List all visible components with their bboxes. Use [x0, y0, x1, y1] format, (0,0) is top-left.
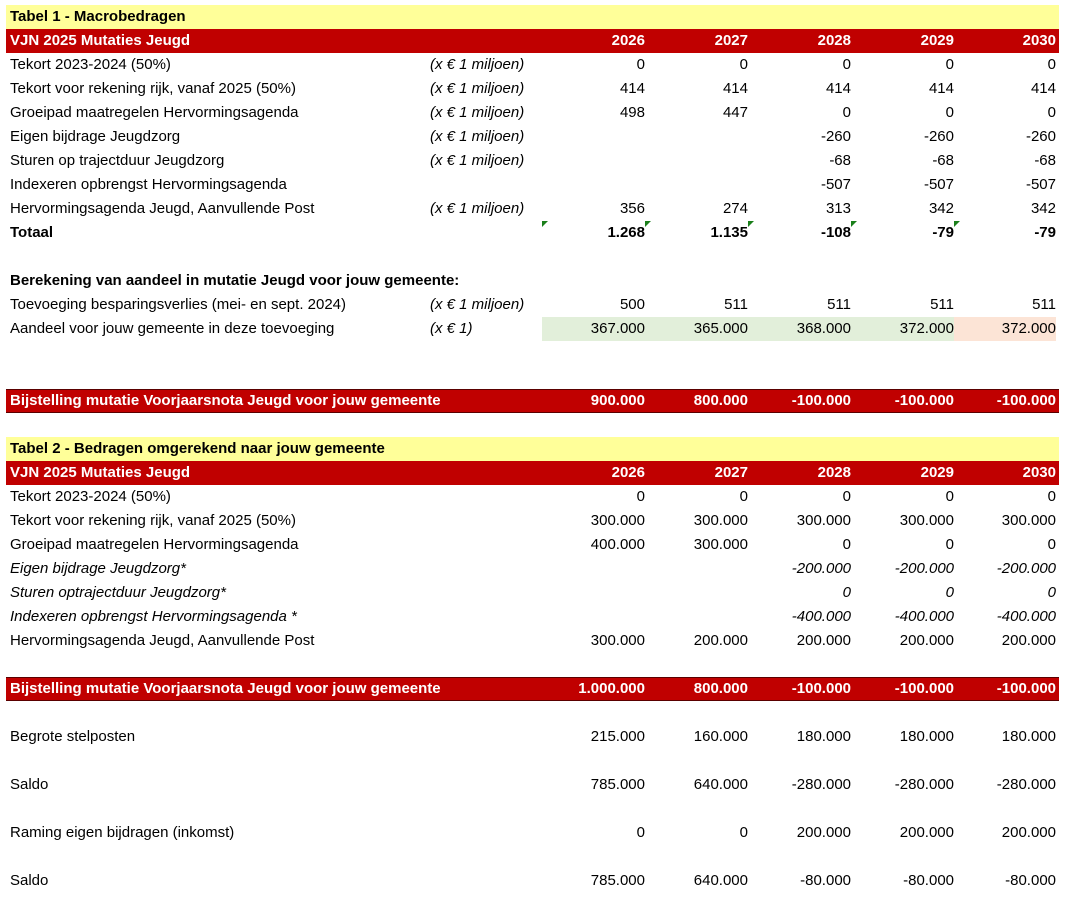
total-2030: -79: [1034, 224, 1056, 241]
cell-2027: 160.000: [693, 728, 748, 745]
table1-row[interactable]: [6, 173, 1059, 197]
adjustment-2030: -100.000: [996, 392, 1056, 409]
total-label: Totaal: [10, 224, 54, 241]
cell-2029: 0: [945, 104, 954, 121]
cell-2030: 0: [1047, 56, 1056, 73]
cell-2027: 300.000: [693, 512, 748, 529]
cell-2028: 0: [842, 488, 851, 505]
table2-header-label: VJN 2025 Mutaties Jeugd: [10, 464, 191, 481]
adjustment-2026: 1.000.000: [578, 680, 645, 697]
empty-row[interactable]: [6, 797, 1059, 821]
cell-2027: 0: [739, 488, 748, 505]
cell-2026: 300.000: [590, 512, 645, 529]
cell-2029: -507: [923, 176, 954, 193]
cell-2026: 367.000: [542, 317, 645, 341]
cell-2027: 274: [722, 200, 748, 217]
cell-2027: 447: [722, 104, 748, 121]
cell-2026: [542, 173, 645, 197]
row-label: Hervormingsagenda Jeugd, Aanvullende Post: [10, 632, 315, 649]
cell-2028: 180.000: [796, 728, 851, 745]
cell-2026: 0: [636, 488, 645, 505]
cell-2029: 414: [928, 80, 954, 97]
table1-title-row[interactable]: [6, 5, 1059, 29]
row-unit: (x € 1): [430, 320, 473, 337]
adjustment-2028: -100.000: [791, 680, 851, 697]
cell-2026: 300.000: [590, 632, 645, 649]
cell-2028: 0: [842, 536, 851, 553]
cell-2027: 414: [722, 80, 748, 97]
adjustment-label: Bijstelling mutatie Voorjaarsnota Jeugd voor jouw gemeente: [10, 392, 441, 409]
row-label: Eigen bijdrage Jeugdzorg: [10, 128, 181, 145]
empty-row[interactable]: [6, 749, 1059, 773]
cell-2030: 300.000: [1001, 512, 1056, 529]
table1-year-2029: 2029: [920, 32, 954, 49]
table1-row[interactable]: [6, 125, 1059, 149]
empty-row[interactable]: [6, 845, 1059, 869]
total-2026: 1.268: [607, 224, 645, 241]
row-label: Groeipad maatregelen Hervormingsagenda: [10, 536, 299, 553]
cell-2027: [645, 581, 748, 605]
adjustment-2026: 900.000: [590, 392, 645, 409]
cell-2028: -400.000: [791, 608, 851, 625]
row-unit: (x € 1 miljoen): [430, 80, 525, 97]
row-label: Tekort voor rekening rijk, vanaf 2025 (50%): [10, 80, 296, 97]
row-label: Saldo: [10, 872, 49, 889]
cell-2030: -280.000: [996, 776, 1056, 793]
cell-2026: [542, 581, 645, 605]
cell-2028: -260: [820, 128, 851, 145]
cell-2028: 414: [825, 80, 851, 97]
row-label: Saldo: [10, 776, 49, 793]
empty-row[interactable]: [6, 653, 1059, 677]
adjustment-2028: -100.000: [791, 392, 851, 409]
table1-header-row[interactable]: [6, 29, 1059, 53]
table2-row[interactable]: [6, 581, 1059, 605]
row-label: Begrote stelposten: [10, 728, 136, 745]
cell-2030: 372.000: [954, 317, 1056, 341]
empty-row[interactable]: [6, 341, 1059, 365]
row-unit: (x € 1 miljoen): [430, 128, 525, 145]
cell-2030: 0: [1047, 104, 1056, 121]
cell-2028: 0: [842, 584, 851, 601]
cell-2030: -68: [1034, 152, 1056, 169]
table2-title-row[interactable]: [6, 437, 1059, 461]
cell-2027: 640.000: [693, 872, 748, 889]
row-label: Hervormingsagenda Jeugd, Aanvullende Post: [10, 200, 315, 217]
table1-row[interactable]: [6, 197, 1059, 221]
cell-2026: [542, 605, 645, 629]
cell-2030: 200.000: [1001, 824, 1056, 841]
cell-2030: -400.000: [996, 608, 1056, 625]
table1-year-2026: 2026: [611, 32, 645, 49]
table1-row[interactable]: [6, 149, 1059, 173]
cell-2029: 300.000: [899, 512, 954, 529]
cell-2030: -200.000: [996, 560, 1056, 577]
table1-title: Tabel 1 - Macrobedragen: [10, 8, 186, 25]
row-label: Sturen optrajectduur Jeugdzorg*: [10, 584, 226, 601]
row-label: Raming eigen bijdragen (inkomst): [10, 824, 235, 841]
row-label: Groeipad maatregelen Hervormingsagenda: [10, 104, 299, 121]
cell-2029: -400.000: [894, 608, 954, 625]
cell-2027: 511: [724, 296, 748, 313]
cell-2026: [542, 125, 645, 149]
cell-2030: 0: [1047, 536, 1056, 553]
table2-header-row[interactable]: [6, 461, 1059, 485]
cell-2029: -80.000: [903, 872, 954, 889]
cell-2030: -80.000: [1005, 872, 1056, 889]
adjustment-2030: -100.000: [996, 680, 1056, 697]
cell-2029: 200.000: [899, 632, 954, 649]
adjustment-label: Bijstelling mutatie Voorjaarsnota Jeugd voor jouw gemeente: [10, 680, 441, 697]
total-2027: 1.135: [710, 224, 748, 241]
table2-adjustment-row[interactable]: [6, 677, 1059, 701]
cell-2029: 0: [945, 536, 954, 553]
adjustment-2027: 800.000: [693, 680, 748, 697]
calc-heading-row[interactable]: [6, 269, 1059, 293]
cell-2028: -507: [820, 176, 851, 193]
begrote-stelposten-row[interactable]: [6, 725, 1059, 749]
row-label: Aandeel voor jouw gemeente in deze toevoeging: [10, 320, 335, 337]
table1-total-row[interactable]: [6, 221, 1059, 245]
cell-2027: [645, 149, 748, 173]
table2-year-2028: 2028: [817, 464, 851, 481]
cell-2028: 313: [825, 200, 851, 217]
cell-2027: 365.000: [645, 317, 748, 341]
adjustment-2029: -100.000: [894, 392, 954, 409]
saldo-row[interactable]: [6, 869, 1059, 893]
table1-header-label: VJN 2025 Mutaties Jeugd: [10, 32, 191, 49]
cell-2030: 200.000: [1001, 632, 1056, 649]
cell-2029: 0: [945, 488, 954, 505]
cell-2026: 0: [636, 56, 645, 73]
row-label: Sturen op trajectduur Jeugdzorg: [10, 152, 225, 169]
table1-row[interactable]: [6, 101, 1059, 125]
cell-2026: 0: [636, 824, 645, 841]
cell-2029: 200.000: [899, 824, 954, 841]
row-unit: (x € 1 miljoen): [430, 104, 525, 121]
spreadsheet: [6, 5, 1059, 893]
cell-2028: -280.000: [791, 776, 851, 793]
cell-2026: 400.000: [590, 536, 645, 553]
cell-2026: 498: [619, 104, 645, 121]
empty-row[interactable]: [6, 701, 1059, 725]
row-label: Tekort 2023-2024 (50%): [10, 488, 171, 505]
cell-2026: 414: [619, 80, 645, 97]
row-label: Toevoeging besparingsverlies (mei- en sept. 2024): [10, 296, 347, 313]
cell-2026: [542, 557, 645, 581]
table2-row[interactable]: [6, 485, 1059, 509]
cell-2027: 0: [739, 824, 748, 841]
cell-2029: -68: [932, 152, 954, 169]
total-2029: -79: [932, 224, 954, 241]
cell-2029: -200.000: [894, 560, 954, 577]
raming-row[interactable]: [6, 821, 1059, 845]
cell-2027: [645, 173, 748, 197]
cell-2030: 342: [1030, 200, 1056, 217]
row-label: Indexeren opbrengst Hervormingsagenda *: [10, 608, 297, 625]
row-label: Tekort voor rekening rijk, vanaf 2025 (50%): [10, 512, 296, 529]
table2-row[interactable]: [6, 533, 1059, 557]
cell-2028: 200.000: [796, 632, 851, 649]
row-label: Eigen bijdrage Jeugdzorg*: [10, 560, 186, 577]
row-unit: (x € 1 miljoen): [430, 56, 525, 73]
cell-2029: 0: [945, 56, 954, 73]
cell-2030: 511: [1032, 296, 1056, 313]
table1-row[interactable]: [6, 53, 1059, 77]
empty-row[interactable]: [6, 245, 1059, 269]
table1-adjustment-row[interactable]: [6, 389, 1059, 413]
calc-row[interactable]: [6, 293, 1059, 317]
cell-2028: 200.000: [796, 824, 851, 841]
cell-2030: 0: [1047, 584, 1056, 601]
cell-2027: [645, 125, 748, 149]
cell-2026: 785.000: [590, 776, 645, 793]
cell-2029: -280.000: [894, 776, 954, 793]
cell-2026: 500: [619, 296, 645, 313]
cell-2027: 640.000: [693, 776, 748, 793]
cell-2028: -68: [829, 152, 851, 169]
row-label: Indexeren opbrengst Hervormingsagenda: [10, 176, 287, 193]
table2-row[interactable]: [6, 629, 1059, 653]
adjustment-2027: 800.000: [693, 392, 748, 409]
table1-year-2027: 2027: [714, 32, 748, 49]
cell-2027: [645, 605, 748, 629]
cell-2029: 180.000: [899, 728, 954, 745]
cell-2026: 356: [619, 200, 645, 217]
table2-year-2027: 2027: [714, 464, 748, 481]
cell-2030: 180.000: [1001, 728, 1056, 745]
cell-2027: [645, 557, 748, 581]
table2-row[interactable]: [6, 605, 1059, 629]
cell-2028: -200.000: [791, 560, 851, 577]
cell-2029: -260: [923, 128, 954, 145]
cell-2030: 414: [1030, 80, 1056, 97]
cell-2028: -80.000: [800, 872, 851, 889]
table2-year-2030: 2030: [1022, 464, 1056, 481]
cell-2029: 0: [945, 584, 954, 601]
cell-2027: 200.000: [693, 632, 748, 649]
cell-2030: -507: [1025, 176, 1056, 193]
cell-2028: 368.000: [748, 317, 851, 341]
row-unit: (x € 1 miljoen): [430, 296, 525, 313]
cell-2026: [542, 149, 645, 173]
cell-2030: -260: [1025, 128, 1056, 145]
cell-2028: 0: [842, 104, 851, 121]
row-unit: (x € 1 miljoen): [430, 152, 525, 169]
cell-2028: 511: [827, 296, 851, 313]
table2-year-2029: 2029: [920, 464, 954, 481]
table2-row[interactable]: [6, 509, 1059, 533]
cell-2029: 511: [930, 296, 954, 313]
empty-row[interactable]: [6, 413, 1059, 437]
calc-heading: Berekening van aandeel in mutatie Jeugd voor jouw gemeente:: [10, 272, 460, 289]
cell-2027: 0: [739, 56, 748, 73]
cell-2030: 0: [1047, 488, 1056, 505]
saldo-row[interactable]: [6, 773, 1059, 797]
table1-row[interactable]: [6, 77, 1059, 101]
table1-year-2028: 2028: [817, 32, 851, 49]
adjustment-2029: -100.000: [894, 680, 954, 697]
table2-year-2026: 2026: [611, 464, 645, 481]
cell-2028: 300.000: [796, 512, 851, 529]
cell-2027: 300.000: [693, 536, 748, 553]
row-unit: (x € 1 miljoen): [430, 200, 525, 217]
calc-row-share[interactable]: [6, 317, 1059, 341]
table2-row[interactable]: [6, 557, 1059, 581]
table2-title: Tabel 2 - Bedragen omgerekend naar jouw gemeente: [10, 440, 385, 457]
total-2028: -108: [820, 224, 851, 241]
cell-2029: 372.000: [851, 317, 954, 341]
cell-2028: 0: [842, 56, 851, 73]
cell-2026: 785.000: [590, 872, 645, 889]
cell-2029: 342: [928, 200, 954, 217]
row-label: Tekort 2023-2024 (50%): [10, 56, 171, 73]
empty-row[interactable]: [6, 365, 1059, 389]
cell-2026: 215.000: [590, 728, 645, 745]
table1-year-2030: 2030: [1022, 32, 1056, 49]
